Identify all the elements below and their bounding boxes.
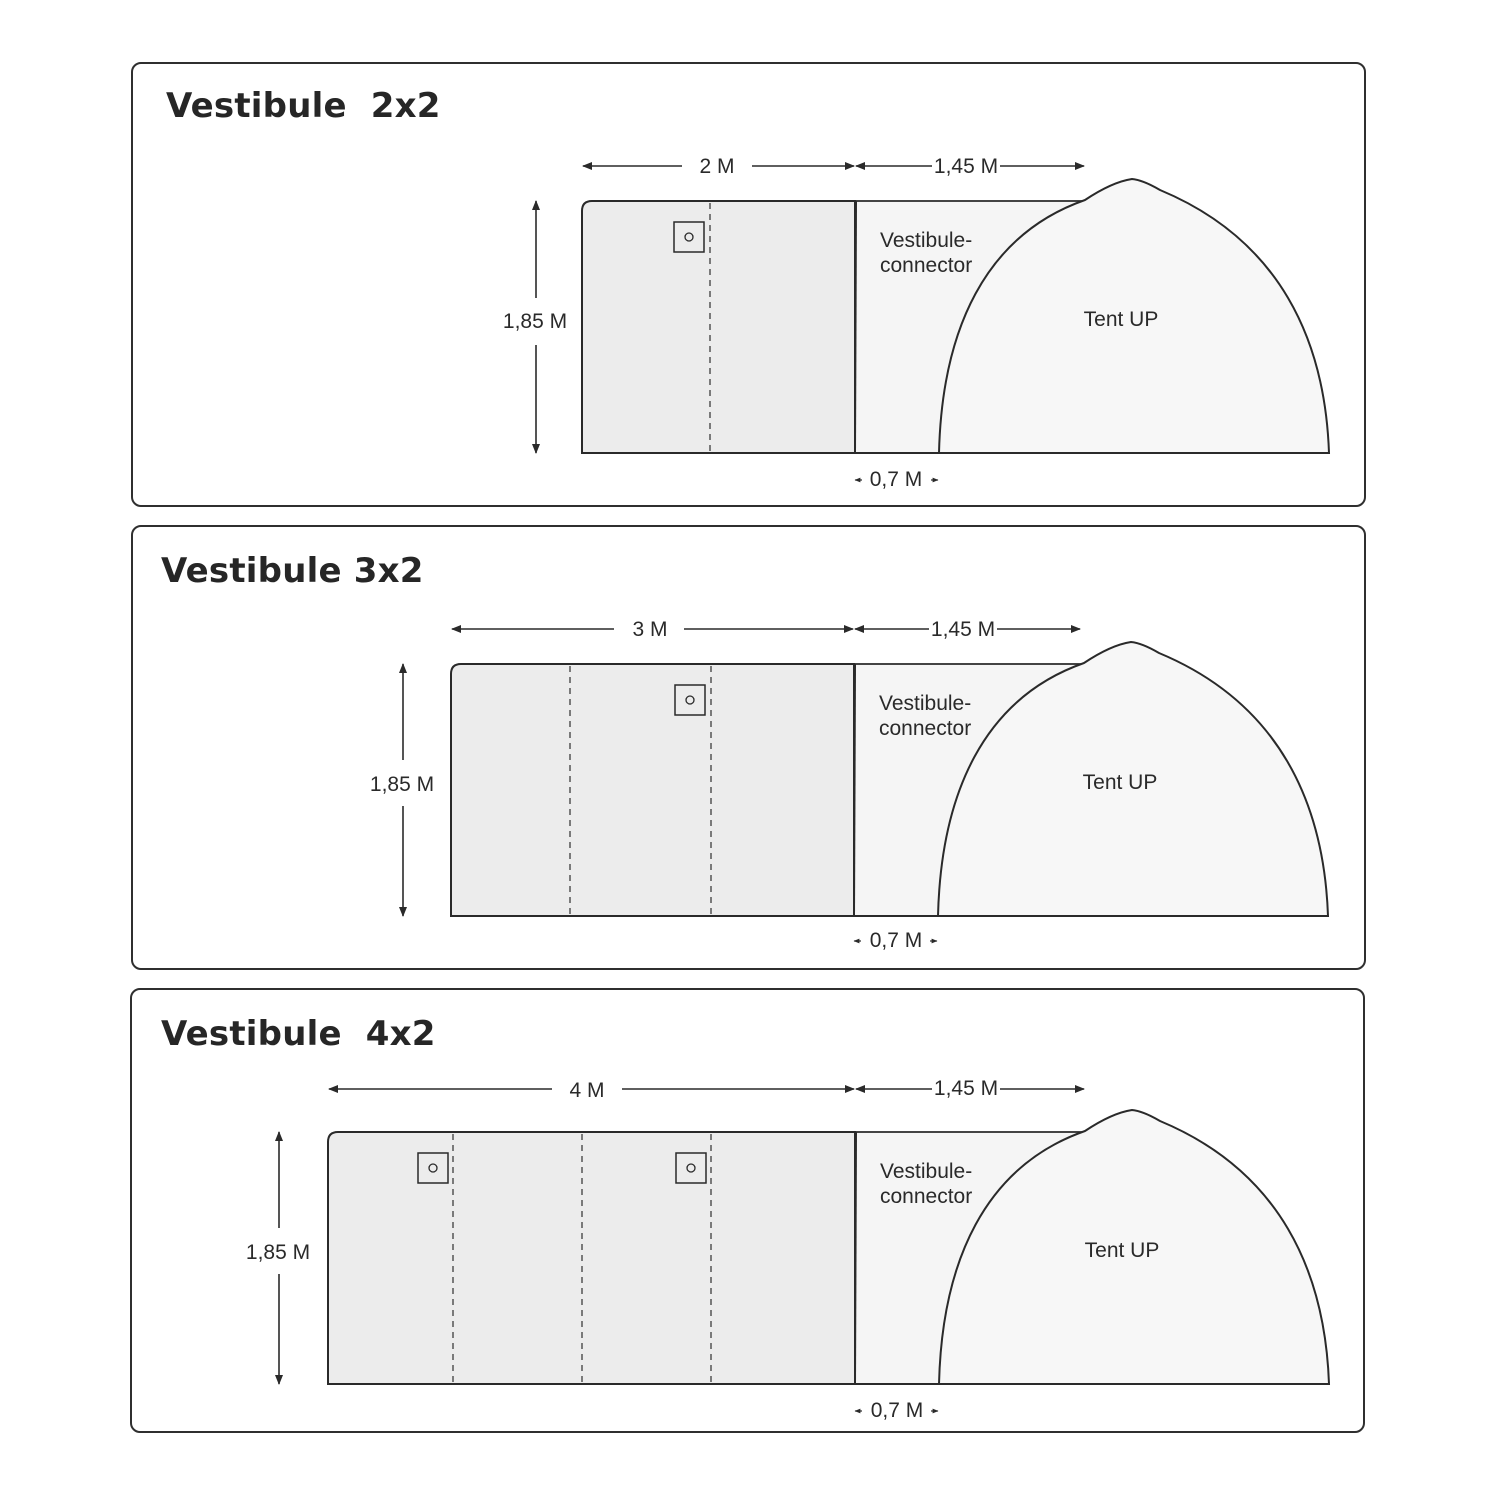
vestibule-body [328,1132,855,1384]
vestibule-connector-divider [854,664,855,916]
connector-width-label: 1,45 M [933,155,999,178]
connector-label-line1: Vestibule- [880,1160,973,1183]
diagram-4x2 [246,1077,1329,1422]
height-label: 1,85 M [245,1241,311,1264]
width-label: 3 M [632,618,668,641]
diagram-2x2 [503,155,1329,491]
panel-title: Vestibule 4x2 [161,1014,436,1054]
diagram-3x2 [370,618,1328,952]
tent-label: Tent UP [1084,1239,1160,1262]
vestibule-connector-divider [855,1132,856,1384]
vestibule-connector-divider [855,201,856,453]
gap-label: 0,7 M [869,468,923,491]
connector-label-line2: connector [880,254,973,277]
height-label: 1,85 M [369,773,435,796]
width-label: 4 M [569,1079,605,1102]
connector-label-line1: Vestibule- [879,692,972,715]
gap-label: 0,7 M [870,1399,924,1422]
vestibule-body [582,201,855,453]
vestibule-body [451,664,854,916]
panel-title: Vestibule 2x2 [166,86,441,126]
connector-width-label: 1,45 M [933,1077,999,1100]
tent-label: Tent UP [1082,771,1158,794]
gap-label: 0,7 M [869,929,923,952]
connector-width-label: 1,45 M [930,618,996,641]
panel-title: Vestibule 3x2 [161,551,424,591]
connector-label-line2: connector [879,717,972,740]
width-label: 2 M [699,155,735,178]
connector-label-line2: connector [880,1185,973,1208]
connector-label-line1: Vestibule- [880,229,973,252]
height-label: 1,85 M [502,310,568,333]
tent-label: Tent UP [1083,308,1159,331]
